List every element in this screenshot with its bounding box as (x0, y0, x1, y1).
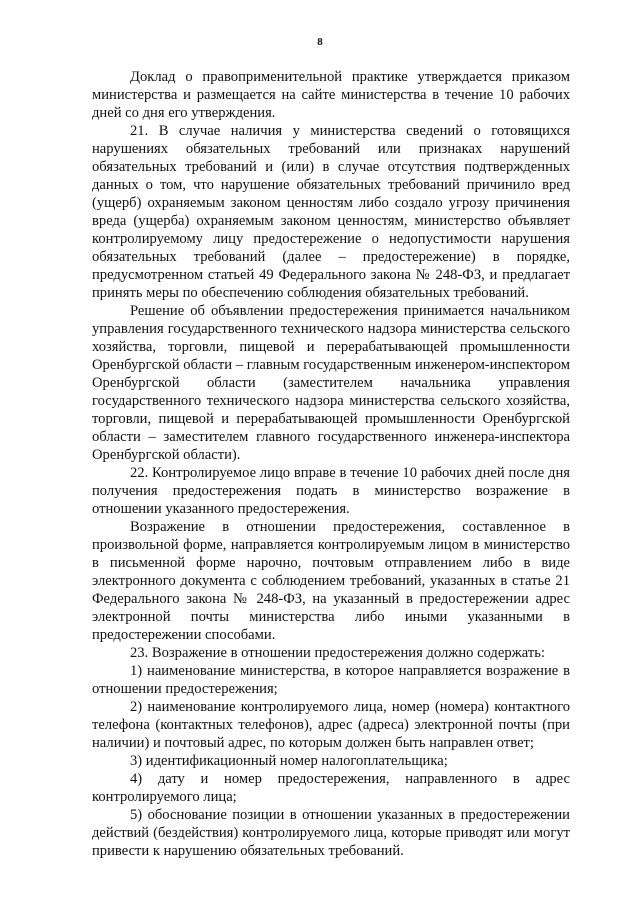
page-number: 8 (317, 36, 323, 48)
list-item-5: 5) обоснование позиции в отношении указанных в предостережении действий (бездействия) контролируемого лица, которые приводят или могут привести к нарушению обязательных требований. (92, 807, 570, 859)
paragraph-warning-decision: Решение об объявлении предостережения принимается начальником управления государственного технического надзора министерства сельского хозяйства, торговли, пищевой и перерабатывающей промышленности Оренбургской области – главным государственным инженером-инспектором Оренбургской области (заместителем начальника управления государственного технического надзора министерства сельского хозяйства, торговли, пищевой и перерабатывающей промышленности Оренбургской области – заместителем главного государственного инженера-инспектора Оренбургской области). (92, 303, 570, 463)
paragraph-21: 21. В случае наличия у министерства сведений о готовящихся нарушениях обязательных требований или признаках нарушений обязательных требований и (или) в случае отсутствия подтвержденных данных о том, что нарушение обязательных требований причинило вред (ущерб) охраняемым законом ценностям либо создало угрозу причинения вреда (ущерба) охраняемым законом ценностям, министерство объявляет контролируемому лицу предостережение о недопустимости нарушения обязательных требований (далее – предостережение) в порядке, предусмотренном статьей 49 Федерального закона № 248-ФЗ, и предлагает принять меры по обеспечению соблюдения обязательных требований. (92, 123, 570, 301)
paragraph-report-approval: Доклад о правоприменительной практике утверждается приказом министерства и размещается на сайте министерства в течение 10 рабочих дней со дня его утверждения. (92, 69, 570, 121)
document-body (92, 68, 570, 860)
list-item-3: 3) идентификационный номер налогоплательщика; (130, 753, 448, 769)
list-item-1: 1) наименование министерства, в которое направляется возражение в отношении предостережения; (92, 663, 570, 697)
paragraph-objection-form: Возражение в отношении предостережения, составленное в произвольной форме, направляется контролируемым лицом в министерство в письменной форме нарочно, почтовым отправлением либо в виде электронного документа с соблюдением требований, указанных в статье 21 Федерального закона № 248-ФЗ, на указанный в предостережении адрес электронной почты министерства либо иными указанными в предостережении способами. (92, 519, 570, 643)
list-item-4: 4) дату и номер предостережения, направленного в адрес контролируемого лица; (92, 771, 570, 805)
paragraph-22: 22. Контролируемое лицо вправе в течение 10 рабочих дней после дня получения предостережения подать в министерство возражение в отношении указанного предостережения. (92, 465, 570, 517)
paragraph-23: 23. Возражение в отношении предостережения должно содержать: (130, 645, 545, 661)
list-item-2: 2) наименование контролируемого лица, номер (номера) контактного телефона (контактных телефонов), адрес (адреса) электронной почты (при наличии) и почтовый адрес, по которым должен быть направлен ответ; (92, 699, 570, 751)
